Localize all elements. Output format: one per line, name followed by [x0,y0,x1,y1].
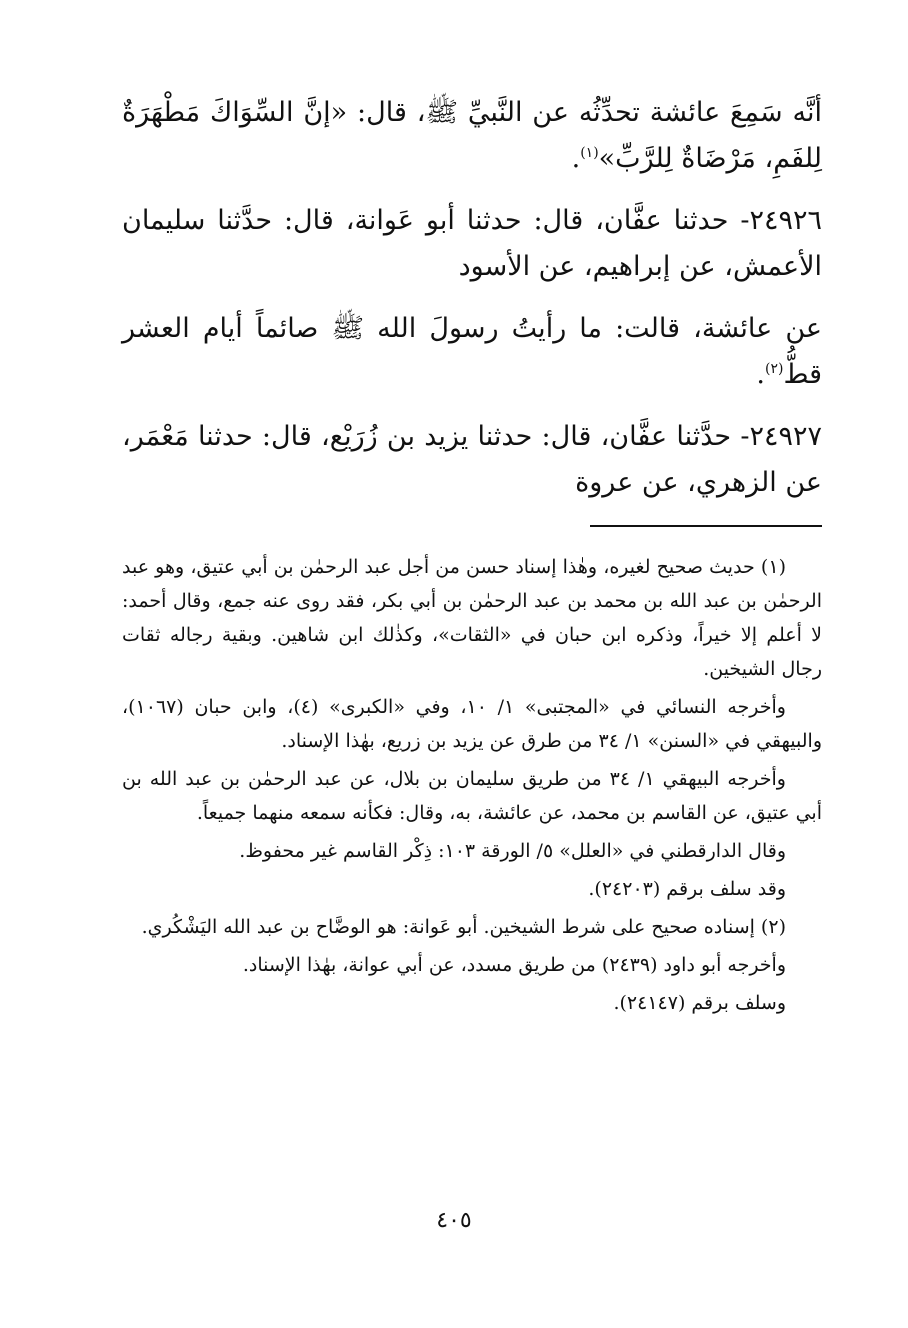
footnote-separator [590,525,822,527]
hadith-paragraph-4: ٢٤٩٢٧- حدَّثنا عفَّان، قال: حدثنا يزيد بن زُرَيْع، قال: حدثنا مَعْمَر، عن الزهري، عن عروة [122,421,822,498]
hadith-paragraph-1: أنَّه سَمِعَ عائشة تحدِّثُه عن النَّبيِّ ﷺ، قال: «إنَّ السِّوَاكَ مَطْهَرَةٌ لِلفَمِ، مَرْضَاةٌ لِلرَّبِّ»$^{(١)}$. [122,97,822,174]
footnote-1-daraqutni: وقال الدارقطني في «العلل» ٥/ الورقة ١٠٣: ذِكْر القاسم غير محفوظ. [239,840,786,862]
footnote-1-takhrij: وأخرجه النسائي في «المجتبى» ١/ ١٠، وفي «الكبرى» (٤)، وابن حبان (١٠٦٧)، والبيهقي في «السنن» ١/ ٣٤ من طرق عن يزيد بن زريع، بهٰذا الإسناد. [122,696,822,752]
footnote-1-bayhaqi: وأخرجه البيهقي ١/ ٣٤ من طريق سليمان بن بلال، عن عبد الرحمٰن بن عبد الله بن أبي عتيق، عن القاسم بن محمد، عن عائشة، به، وقال: فكأنه سمعه منهما جميعاً. [122,768,822,824]
page-number: ٤٠٥ [436,1208,472,1233]
main-text [122,90,822,522]
footnotes [122,550,822,1024]
footnote-1-cross-ref: وقد سلف برقم (٢٤٢٠٣). [588,878,786,900]
footnote-2-takhrij: وأخرجه أبو داود (٢٤٣٩) من طريق مسدد، عن أبي عوانة، بهٰذا الإسناد. [242,954,786,976]
footnote-2-cross-ref: وسلف برقم (٢٤١٤٧). [613,992,786,1014]
hadith-paragraph-2: ٢٤٩٢٦- حدثنا عفَّان، قال: حدثنا أبو عَوانة، قال: حدَّثنا سليمان الأعمش، عن إبراهيم، عن الأسود [122,205,822,282]
footnote-ref-2: (٢) [764,361,784,377]
hadith-paragraph-3: عن عائشة، قالت: ما رأيتُ رسولَ الله ﷺ صائماً أيام العشر قطُّ$^{(٢)}$. [122,313,822,390]
footnote-2: (٢) إسناده صحيح على شرط الشيخين. أبو عَوانة: هو الوضَّاح بن عبد الله اليَشْكُري. [141,916,786,938]
footnote-1: (١) حديث صحيح لغيره، وهٰذا إسناد حسن من أجل عبد الرحمٰن بن أبي عتيق، وهو عبد الرحمٰن بن عبد الله بن محمد بن عبد الرحمٰن بن أبي بكر، فقد روى عنه جمع، وقال أحمد: لا أعلم إلا خيراً، وذكره ابن حبان في «الثقات»، وكذٰلك ابن شاهين. وبقية رجاله ثقات رجال الشيخين. [122,556,822,680]
footnote-ref-1: (١) [580,145,599,161]
